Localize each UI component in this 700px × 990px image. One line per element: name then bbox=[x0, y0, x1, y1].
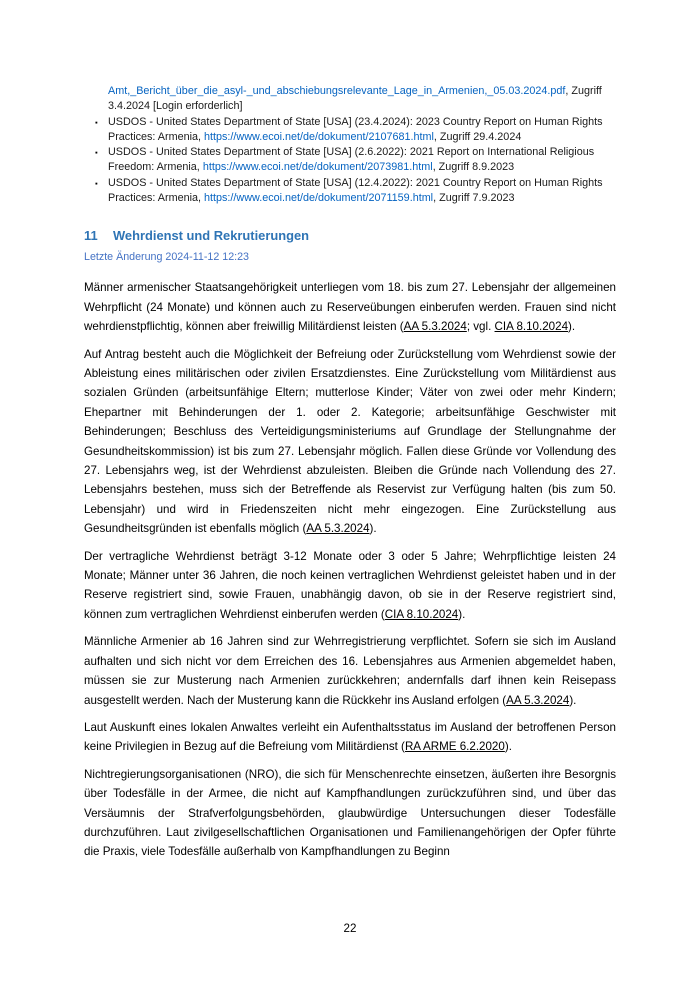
paragraph-text: ). bbox=[568, 320, 576, 334]
citation-link[interactable]: CIA 8.10.2024 bbox=[494, 320, 569, 334]
reference-link[interactable]: https://www.ecoi.net/de/dokument/2107681.html bbox=[204, 130, 434, 143]
reference-link[interactable]: Amt,_Bericht_über_die_asyl-_und_abschiebungsrelevante_Lage_in_Armenien,_05.03.2024.pdf bbox=[108, 85, 566, 97]
citation-link[interactable]: RA ARME 6.2.2020 bbox=[404, 740, 505, 754]
last-changed-note: Letzte Änderung 2024-11-12 12:23 bbox=[84, 251, 249, 264]
page-content bbox=[84, 84, 616, 862]
paragraph-wehrpflicht bbox=[84, 278, 616, 336]
paragraph-text: ). bbox=[458, 607, 466, 621]
citation-link[interactable]: AA 5.3.2024 bbox=[506, 693, 570, 707]
paragraph-vertraglicher-wehrdienst bbox=[84, 547, 616, 625]
paragraph-text: ; vgl. bbox=[466, 320, 495, 334]
reference-continuation bbox=[95, 84, 616, 115]
page-number: 22 bbox=[343, 922, 357, 935]
reference-text: USDOS - United States Department of State [USA] (23.4.2024): 2023 Country Report on Human Rights Practices: Armenia, bbox=[108, 115, 603, 143]
paragraph-wehrregistrierung bbox=[84, 632, 616, 710]
paragraph-befreiung bbox=[84, 345, 616, 539]
paragraph-text: Männer armenischer Staatsangehörigkeit unterliegen vom 18. bis zum 27. Lebensjahr der allgemeinen Wehrpflicht (24 Monate) und können auch zu Reserveübungen einberufen werden. Frauen sind nicht wehrdienstpflichtig, können aber freiwillig Militärdienst leisten ( bbox=[84, 281, 616, 334]
reference-text: , Zugriff 8.9.2023 bbox=[432, 161, 515, 174]
bullet-icon: ▪ bbox=[95, 117, 98, 127]
paragraph-text: Auf Antrag besteht auch die Möglichkeit der Befreiung oder Zurückstellung vom Wehrdienst sowie der Ableistung eines militärischen oder zivilen Ersatzdienstes. Eine Zurückstellung vom Militärdienst aus sozialen Gründen (arbeitsunfähige Eltern; mutterlose Kinder; Väter von zwei oder mehr Kindern; Ehepartner mit Behinderungen der 1. oder 2. Kategorie; arbeitsunfähige Geschwister mit Behinderungen; Beschluss des Verteidigungsministeriums auf Grundlage der Stellungnahme der Gesundheitskommission) ist bis zum 27. Lebensjahr möglich. Fallen diese Gründe vor Vollendung des 27. Lebensjahrs weg, ist der Wehrdienst abzuleisten. Bleiben die Gründe nach Vollendung des 27. Lebensjahrs bestehen, muss sich der Betreffende als Reservist zur Verfügung halten (bis zum 50. Lebensjahr) und wird in Friedenszeiten nicht mehr eingezogen. Eine Zurückstellung aus Gesundheitsgründen ist ebenfalls möglich ( bbox=[84, 347, 616, 536]
citation-link[interactable]: CIA 8.10.2024 bbox=[384, 607, 459, 621]
section-title: Wehrdienst und Rekrutierungen bbox=[113, 228, 310, 244]
bullet-icon: ▪ bbox=[95, 148, 98, 158]
paragraph-text: ). bbox=[369, 522, 377, 536]
paragraph-text: Männliche Armenier ab 16 Jahren sind zur Wehrregistrierung verpflichtet. Sofern sie sich im Ausland aufhalten und sich nicht vor dem Erreichen des 16. Lebensjahres aus Armenien abgemeldet haben, müssen sie zur Musterung nach Armenien zurückkehren; andernfalls darf ihnen kein Reisepass ausgestellt werden. Nach der Musterung kann die Rückkehr ins Ausland erfolgen ( bbox=[84, 635, 616, 707]
reference-text: , Zugriff 7.9.2023 bbox=[433, 192, 515, 205]
paragraph-aufenthaltsstatus bbox=[84, 718, 616, 757]
paragraph-text: ). bbox=[504, 740, 512, 754]
reference-item bbox=[95, 176, 616, 207]
references-list bbox=[95, 84, 616, 206]
reference-items bbox=[95, 115, 616, 207]
paragraph-text: Der vertragliche Wehrdienst beträgt 3-12 Monate oder 3 oder 5 Jahre; Wehrpflichtige leisten 24 Monate; Männer unter 36 Jahren, die noch keinen vertraglichen Wehrdienst geleistet haben und in der Reserve registriert sind, sowie Frauen, unabhängig davon, ob sie in der Reserve registriert sind, können zum vertraglichen Wehrdienst einberufen werden ( bbox=[84, 549, 616, 621]
bullet-icon: ▪ bbox=[95, 178, 98, 188]
paragraph-nro-todesfaelle bbox=[84, 765, 616, 862]
reference-link[interactable]: https://www.ecoi.net/de/dokument/2073981.html bbox=[202, 161, 433, 174]
paragraph-text: Nichtregierungsorganisationen (NRO), die sich für Menschenrechte einsetzen, äußerten ihre Besorgnis über Todesfälle in der Armee, die nicht auf Kampfhandlungen zurückzuführen sind, und über das Versäumnis der Strafverfolgungsbehörden, glaubwürdige Untersuchungen dieser Todesfälle durchzuführen. Laut zivilgesellschaftlichen Organisationen und Familienangehörigen der Opfer führte die Praxis, viele Todesfälle außerhalb von Kampfhandlungen zu Beginn bbox=[84, 767, 616, 859]
paragraph-text: ). bbox=[569, 693, 577, 707]
reference-text: USDOS - United States Department of State [USA] (12.4.2022): 2021 Country Report on Human Rights Practices: Armenia, bbox=[108, 176, 603, 205]
citation-link[interactable]: AA 5.3.2024 bbox=[306, 522, 370, 536]
reference-item bbox=[95, 145, 616, 176]
reference-link[interactable]: https://www.ecoi.net/de/dokument/2071159.html bbox=[204, 192, 434, 205]
paragraph-text: Laut Auskunft eines lokalen Anwaltes verleiht ein Aufenthaltsstatus im Ausland der betroffenen Person keine Privilegien in Bezug auf die Befreiung vom Militärdienst ( bbox=[84, 720, 616, 754]
citation-link[interactable]: AA 5.3.2024 bbox=[403, 320, 467, 334]
reference-text: USDOS - United States Department of State [USA] (2.6.2022): 2021 Report on International Religious Freedom: Armenia, bbox=[108, 146, 595, 174]
section-heading bbox=[84, 228, 616, 244]
reference-item bbox=[95, 115, 616, 146]
reference-text: , Zugriff 3.4.2024 [Login erforderlich] bbox=[108, 85, 602, 113]
reference-text: , Zugriff 29.4.2024 bbox=[433, 130, 522, 143]
section-number: 11 bbox=[84, 228, 98, 244]
